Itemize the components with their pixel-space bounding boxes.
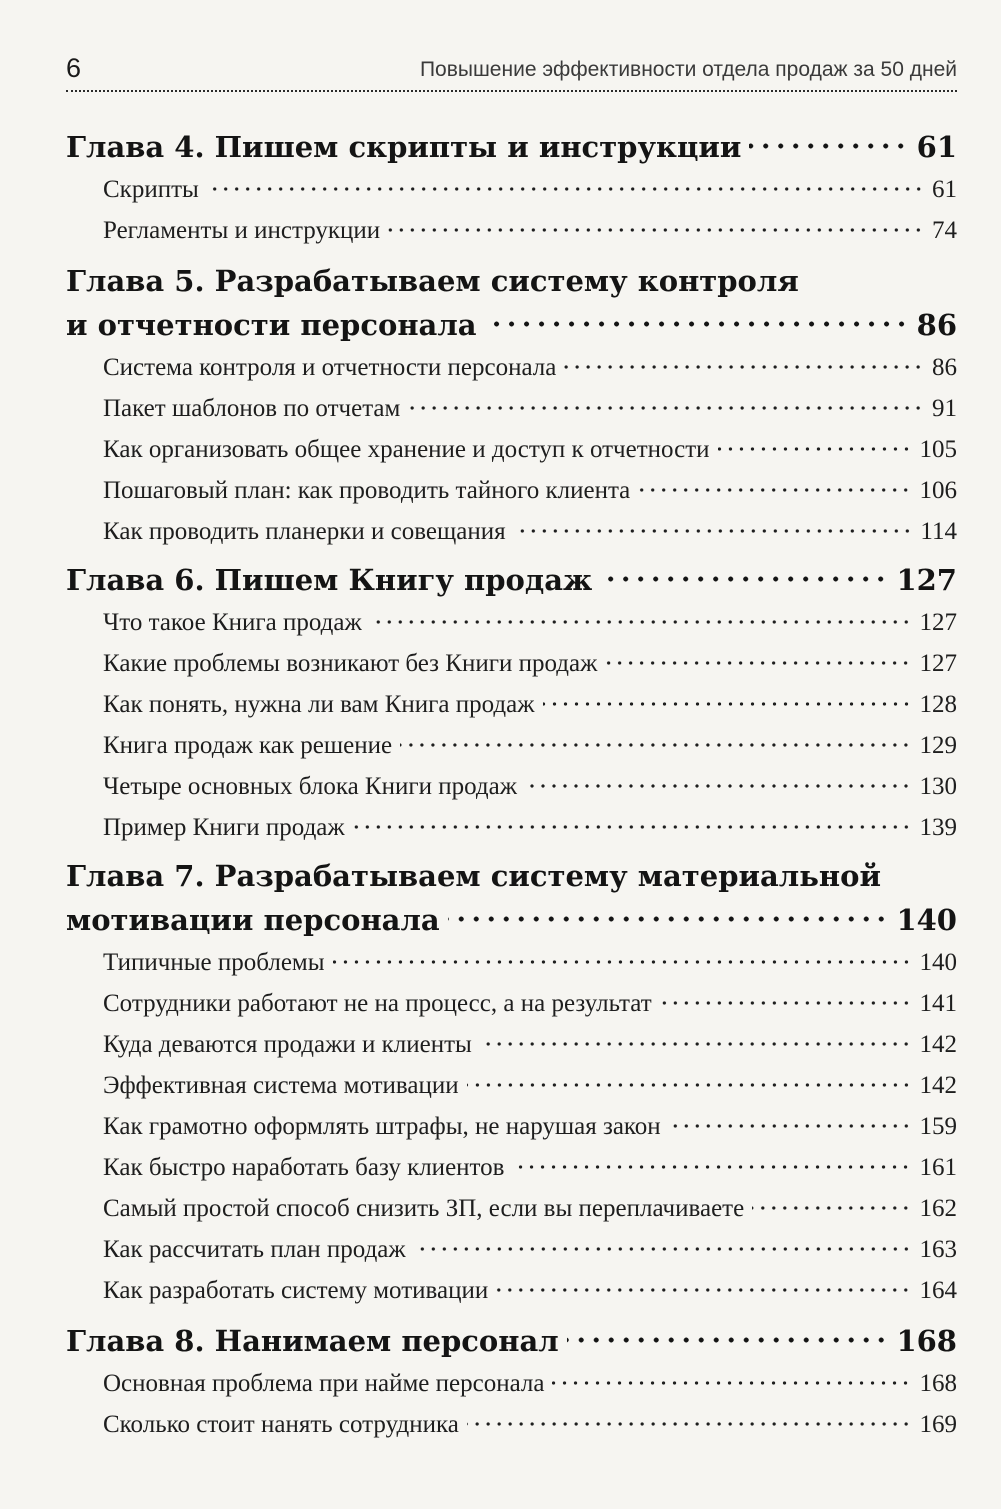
dot-leader (752, 1205, 911, 1211)
chapter-title-line-1: Глава 5. Разрабатываем систему контроля (66, 264, 799, 298)
chapter-page: 140 (896, 903, 957, 937)
chapter-heading (66, 125, 957, 169)
entry-page: 142 (919, 1072, 957, 1099)
chapter-6-sections (66, 602, 957, 848)
dot-leader (388, 227, 924, 233)
entry-page: 169 (919, 1411, 957, 1438)
entry-title: Как разработать систему мотивации (103, 1277, 489, 1304)
entry-page: 142 (919, 1031, 957, 1058)
chapter-page: 61 (916, 130, 957, 164)
dot-leader (480, 1041, 912, 1047)
dot-leader (638, 487, 911, 493)
entry-page: 130 (919, 773, 957, 800)
dot-leader (600, 575, 888, 583)
toc-entry (103, 1363, 957, 1404)
toc-entry (103, 429, 957, 470)
entry-title: Куда деваются продажи и клиенты (103, 1031, 472, 1058)
dot-leader (543, 701, 912, 707)
entry-page: 161 (919, 1154, 957, 1181)
toc-entry (103, 983, 957, 1024)
entry-page: 168 (919, 1370, 957, 1397)
entry-title: Как быстро наработать базу клиентов (103, 1154, 505, 1181)
chapter-title: Глава 4. Пишем скрипты и инструкции (66, 130, 742, 164)
chapter-5-sections (66, 347, 957, 552)
dot-leader (567, 1336, 889, 1344)
chapter-heading (66, 558, 957, 602)
dot-leader (669, 1123, 912, 1129)
toc-entry (103, 1065, 957, 1106)
entry-title: Система контроля и отчетности персонала (103, 354, 557, 381)
entry-title: Пошаговый план: как проводить тайного клиента (103, 477, 631, 504)
chapter-8-sections (66, 1363, 957, 1445)
book-title: Повышение эффективности отдела продаж за 50 дней (419, 58, 957, 81)
entry-page: 106 (919, 477, 957, 504)
chapter-5 (66, 259, 957, 347)
chapter-4 (66, 125, 957, 169)
entry-page: 105 (919, 436, 957, 463)
toc-entry (103, 388, 957, 429)
entry-title: Сотрудники работают не на процесс, а на результат (103, 990, 652, 1017)
dot-leader (749, 142, 908, 150)
chapter-7-sections (66, 942, 957, 1311)
entry-page: 114 (920, 518, 957, 545)
toc-entry (103, 684, 957, 725)
entry-title: Как проводить планерки и совещания (103, 518, 506, 545)
entry-page: 61 (932, 176, 957, 203)
toc-entry (103, 942, 957, 983)
dot-leader (605, 660, 911, 666)
toc-entry (103, 1024, 957, 1065)
toc-entry (103, 511, 957, 552)
chapter-page: 127 (896, 563, 957, 597)
toc-entry (103, 210, 957, 251)
toc-entry (103, 643, 957, 684)
entry-title: Сколько стоит нанять сотрудника (103, 1411, 459, 1438)
chapter-8 (66, 1319, 957, 1363)
chapter-heading (66, 898, 957, 942)
dot-leader (414, 1246, 912, 1252)
dot-leader (408, 405, 924, 411)
chapter-page: 168 (896, 1324, 957, 1358)
toc-entry (103, 1106, 957, 1147)
dot-leader (485, 320, 909, 328)
dot-leader (353, 824, 912, 830)
toc-entry (103, 169, 957, 210)
dot-leader (370, 619, 912, 625)
chapter-heading (66, 1319, 957, 1363)
entry-title: Какие проблемы возникают без Книги продаж (103, 650, 598, 677)
chapter-7 (66, 854, 957, 942)
dot-leader (400, 742, 911, 748)
entry-title: Как рассчитать план продаж (103, 1236, 406, 1263)
entry-page: 74 (932, 217, 957, 244)
dot-leader (660, 1000, 912, 1006)
toc-entry (103, 470, 957, 511)
entry-title: Самый простой способ снизить ЗП, если вы переплачиваете (103, 1195, 745, 1222)
dot-leader (467, 1082, 912, 1088)
toc-entry (103, 1188, 957, 1229)
entry-page: 163 (919, 1236, 957, 1263)
entry-title: Пакет шаблонов по отчетам (103, 395, 401, 422)
entry-page: 159 (919, 1113, 957, 1140)
chapter-title-line-2: мотивации персонала (66, 903, 440, 937)
entry-title: Типичные проблемы (103, 949, 325, 976)
toc-entry (103, 1147, 957, 1188)
entry-title: Четыре основных блока Книги продаж (103, 773, 517, 800)
chapter-6 (66, 558, 957, 602)
entry-title: Как организовать общее хранение и доступ к отчетности (103, 436, 710, 463)
toc-entry (103, 766, 957, 807)
entry-page: 127 (919, 609, 957, 636)
chapter-title-line-1: Глава 7. Разрабатываем систему материальной (66, 859, 881, 893)
entry-page: 128 (919, 691, 957, 718)
toc-entry (103, 1404, 957, 1445)
dot-leader (552, 1380, 911, 1386)
chapter-4-sections (66, 169, 957, 251)
toc-entry (103, 807, 957, 848)
chapter-title: Глава 6. Пишем Книгу продаж (66, 563, 593, 597)
toc-entry (103, 1270, 957, 1311)
entry-page: 127 (919, 650, 957, 677)
entry-page: 129 (919, 732, 957, 759)
table-of-contents (66, 125, 957, 1445)
dot-leader (496, 1287, 911, 1293)
entry-title: Как понять, нужна ли вам Книга продаж (103, 691, 535, 718)
chapter-title: Глава 8. Нанимаем персонал (66, 1324, 559, 1358)
entry-page: 162 (919, 1195, 957, 1222)
entry-page: 91 (932, 395, 957, 422)
dot-leader (514, 528, 913, 534)
entry-title: Что такое Книга продаж (103, 609, 362, 636)
dot-leader (467, 1421, 912, 1427)
entry-title: Основная проблема при найме персонала (103, 1370, 545, 1397)
dot-leader (207, 186, 924, 192)
dot-leader (564, 364, 924, 370)
dot-leader (525, 783, 912, 789)
entry-title: Как грамотно оформлять штрафы, не нарушая закон (103, 1113, 661, 1140)
dot-leader (718, 446, 912, 452)
page-number: 6 (66, 53, 82, 83)
chapter-title-line-2: и отчетности персонала (66, 308, 477, 342)
dot-leader (333, 959, 912, 965)
entry-page: 139 (919, 814, 957, 841)
running-header (66, 52, 957, 92)
chapter-heading (66, 303, 957, 347)
toc-entry (103, 725, 957, 766)
entry-title: Регламенты и инструкции (103, 217, 381, 244)
entry-title: Книга продаж как решение (103, 732, 393, 759)
toc-entry (103, 347, 957, 388)
entry-title: Эффективная система мотивации (103, 1072, 459, 1099)
entry-page: 140 (919, 949, 957, 976)
dot-leader (512, 1164, 911, 1170)
entry-title: Пример Книги продаж (103, 814, 345, 841)
toc-entry (103, 602, 957, 643)
chapter-page: 86 (916, 308, 957, 342)
entry-title: Скрипты (103, 176, 199, 203)
entry-page: 86 (932, 354, 957, 381)
dot-leader (448, 915, 889, 923)
toc-entry (103, 1229, 957, 1270)
entry-page: 141 (919, 990, 957, 1017)
entry-page: 164 (919, 1277, 957, 1304)
